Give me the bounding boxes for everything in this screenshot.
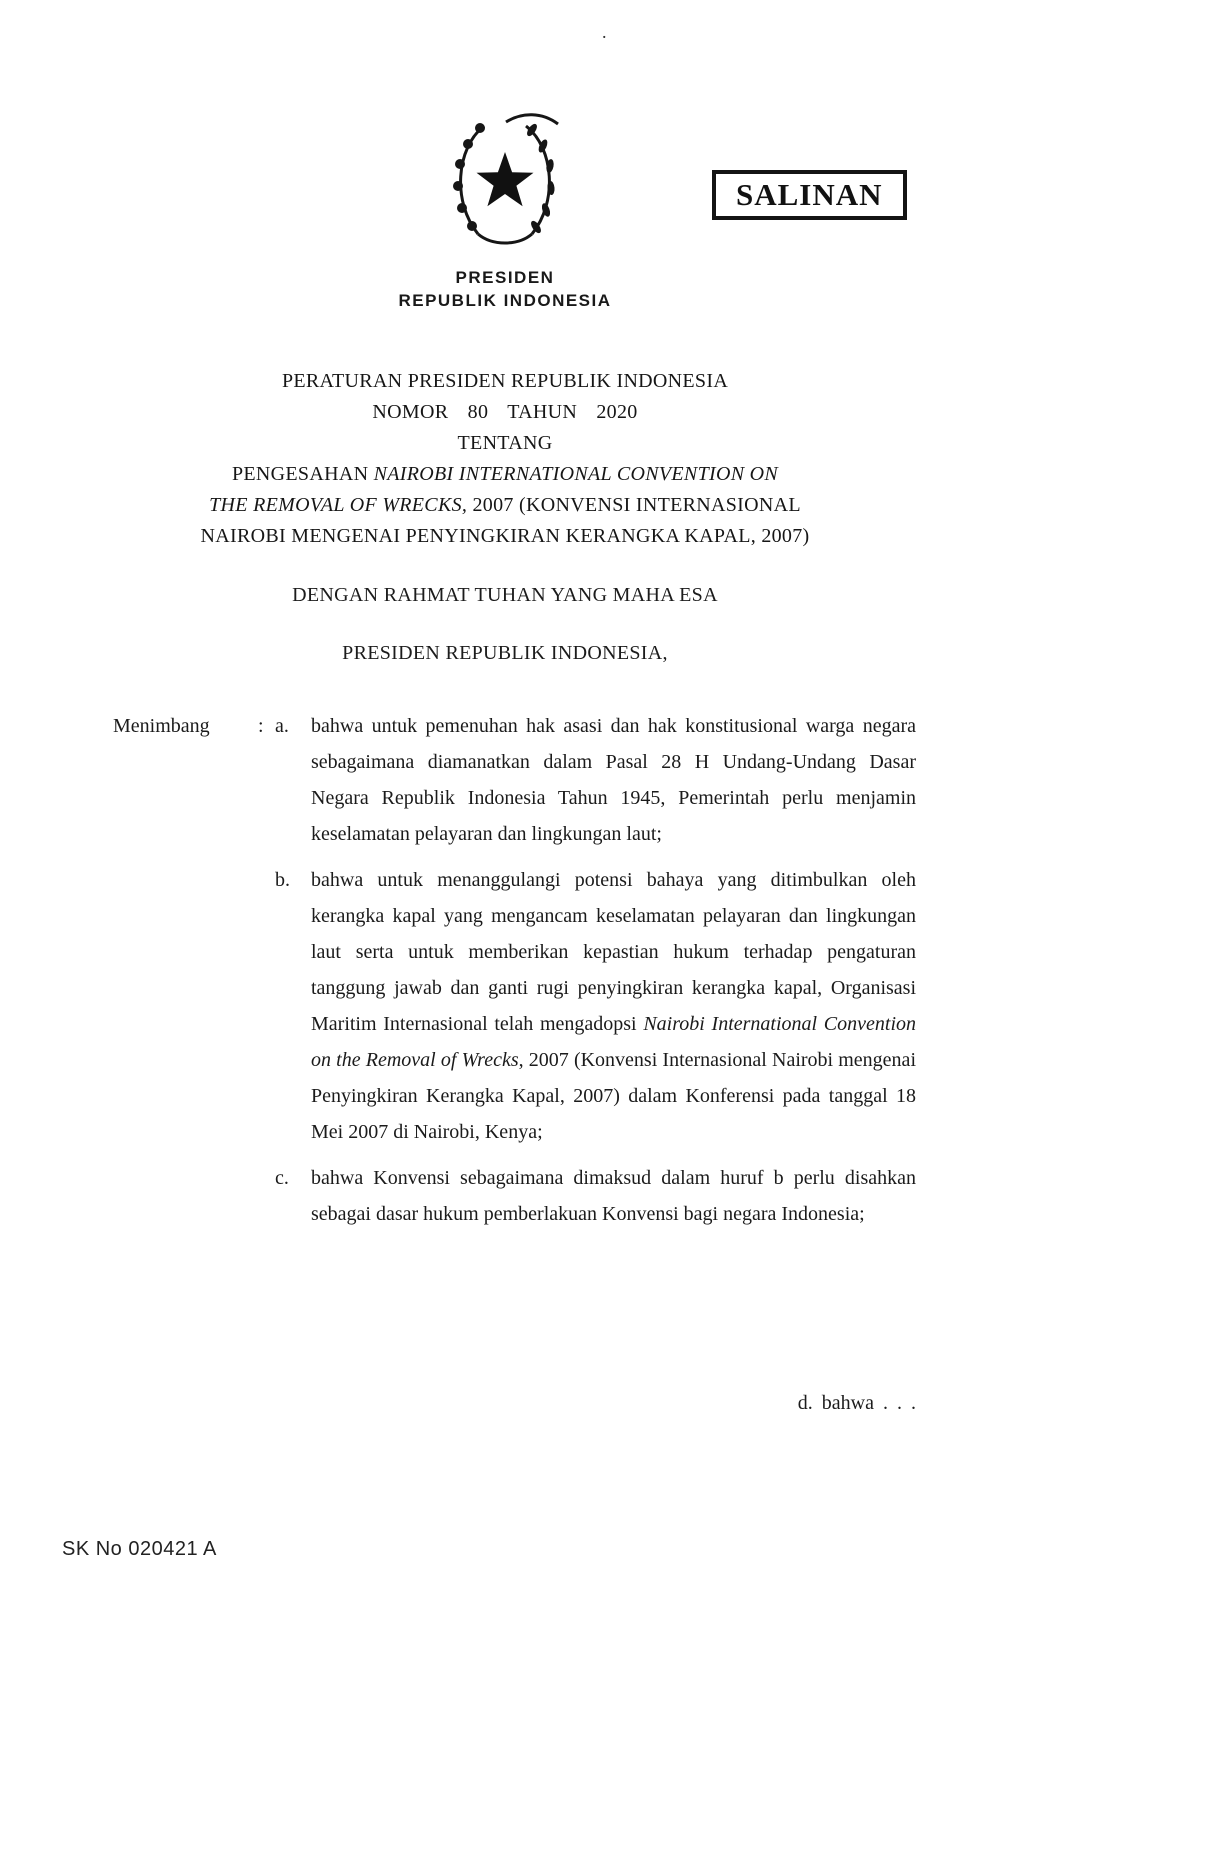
title-line4: PENGESAHAN NAIROBI INTERNATIONAL CONVENTION ON [231,463,779,485]
item-c-letter: c. [275,1167,289,1189]
title-line5: THE REMOVAL OF WRECKS, 2007 (KONVENSI INTERNASIONAL [209,494,801,516]
star-icon [477,152,534,206]
menimbang-item-c [113,1160,916,1232]
authority-line: PRESIDEN REPUBLIK INDONESIA, [342,642,668,664]
menimbang-colon: : [258,715,264,737]
item-b-text: bahwa untuk menanggulangi potensi bahaya yang ditimbulkan oleh kerangka kapal yang mengancam keselamatan pelayaran dan lingkungan laut serta untuk memberikan kepastian hukum terhadap pengaturan tanggung jawab dan ganti rugi penyingkiran kerangka kapal, Organisasi Maritim Internasional telah mengadopsi Nairobi International Convention on the Removal of Wrecks, 2007 (Konvensi Internasional Nairobi mengenai Penyingkiran Kerangka Kapal, 2007) dalam Konferensi pada tanggal 18 Mei 2007 di Nairobi, Kenya; [311,869,917,1143]
letterhead-block [0,110,1010,312]
title-tentang: TENTANG [457,432,553,454]
letterhead-line2: REPUBLIK INDONESIA [398,291,612,310]
presidential-seal-icon [440,110,570,255]
title-line6: NAIROBI MENGENAI PENYINGKIRAN KERANGKA KAPAL, 2007) [200,525,810,547]
menimbang-item-a [113,708,916,852]
catchword-continuation: d. bahwa . . . [797,1392,916,1414]
item-a-text: bahwa untuk pemenuhan hak asasi dan hak konstitusional warga negara sebagaimana diamanatkan dalam Pasal 28 H Undang-Undang Dasar Negara Republik Indonesia Tahun 1945, Pemerintah perlu menjamin keselamatan pelayaran dan lingkungan laut; [311,715,916,845]
item-c-text: bahwa Konvensi sebagaimana dimaksud dalam huruf b perlu disahkan sebagai dasar hukum pemberlakuan Konvensi bagi negara Indonesia; [311,1167,916,1225]
item-b-letter: b. [275,869,290,891]
document-control-number: SK No 020421 A [62,1538,217,1560]
regulation-title [0,366,1010,552]
title-line1: PERATURAN PRESIDEN REPUBLIK INDONESIA [281,370,729,392]
invocation-line: DENGAN RAHMAT TUHAN YANG MAHA ESA [292,584,718,606]
title-nomor: NOMOR 80 TAHUN 2020 [372,401,638,423]
salinan-stamp: SALINAN [712,170,907,220]
item-a-letter: a. [275,715,289,737]
scan-artifact-dot: . [602,22,607,42]
menimbang-label: Menimbang [113,715,210,737]
menimbang-section [113,708,916,1242]
menimbang-item-b [113,862,916,1150]
letterhead-line1: PRESIDEN [455,268,555,287]
